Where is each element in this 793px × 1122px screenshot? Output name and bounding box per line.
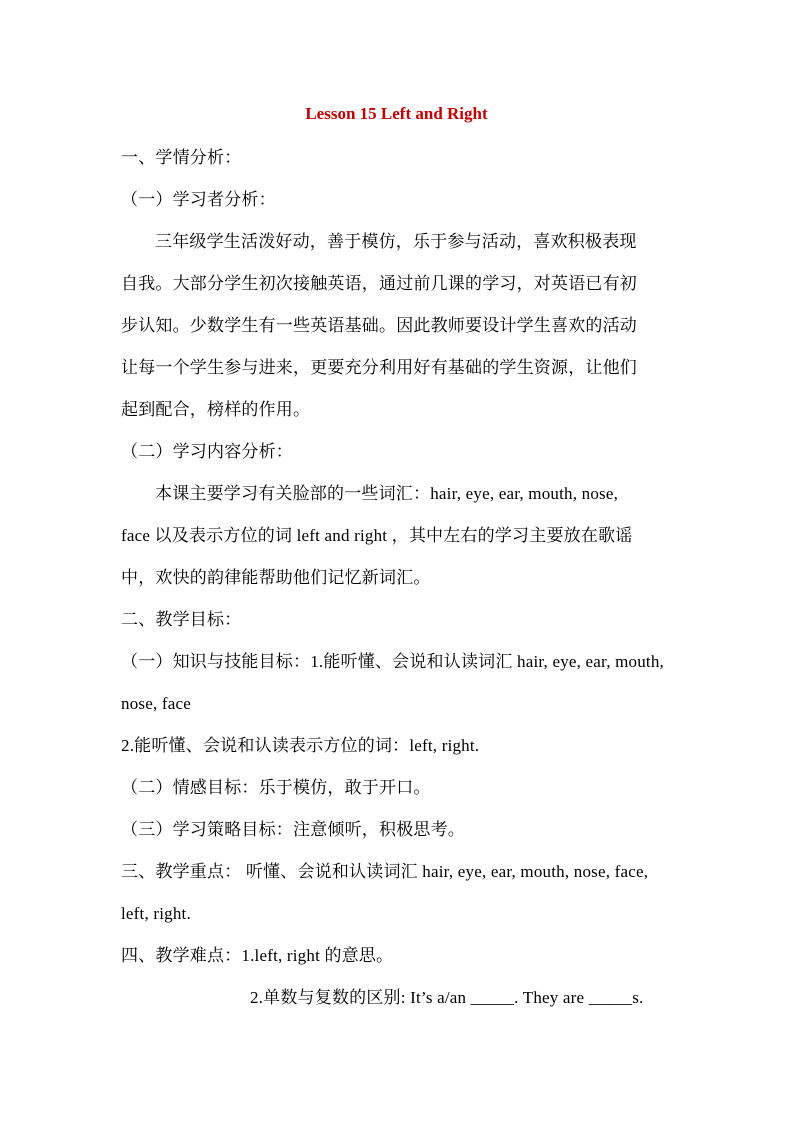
section-heading-3: 三、教学重点： 听懂、会说和认读词汇 hair, eye, ear, mouth, nose, face,	[121, 862, 649, 881]
paragraph-line: 让每一个学生参与进来，更要充分利用好有基础的学生资源，让他们	[121, 358, 637, 377]
section-heading-2: 二、教学目标：	[121, 610, 242, 629]
paragraph-line: 2.单数与复数的区别: It’s a/an _____. They are _____s.	[250, 988, 644, 1007]
paragraph-line: 自我。大部分学生初次接触英语，通过前几课的学习，对英语已有初	[121, 274, 637, 293]
objective-line: 2.能听懂、会说和认读表示方位的词：left, right.	[121, 736, 480, 755]
section-heading-4: 四、教学难点：1.left, right 的意思。	[121, 946, 394, 965]
paragraph-line: 起到配合，榜样的作用。	[121, 400, 311, 419]
document-title: Lesson 15 Left and Right	[305, 104, 488, 123]
paragraph-line: face 以及表示方位的词 left and right ，其中左右的学习主要放在歌谣	[121, 526, 633, 545]
objective-line: （三）学习策略目标：注意倾听，积极思考。	[121, 820, 465, 839]
paragraph-line: 中，欢快的韵律能帮助他们记忆新词汇。	[121, 568, 431, 587]
objective-line: （一）知识与技能目标：1.能听懂、会说和认读词汇 hair, eye, ear, mouth,	[121, 652, 665, 671]
subsection-heading-1-2: （二）学习内容分析：	[121, 442, 293, 461]
paragraph-line: 三年级学生活泼好动，善于模仿，乐于参与活动，喜欢积极表现	[155, 232, 637, 251]
objective-line: （二）情感目标：乐于模仿，敢于开口。	[121, 778, 431, 797]
paragraph-line: 步认知。少数学生有一些英语基础。因此教师要设计学生喜欢的活动	[121, 316, 637, 335]
paragraph-line: left, right.	[121, 904, 191, 923]
section-heading-1: 一、学情分析：	[121, 148, 242, 167]
subsection-heading-1-1: （一）学习者分析：	[121, 190, 276, 209]
objective-line: nose, face	[121, 694, 191, 713]
paragraph-line: 本课主要学习有关脸部的一些词汇：hair, eye, ear, mouth, nose,	[155, 484, 619, 503]
